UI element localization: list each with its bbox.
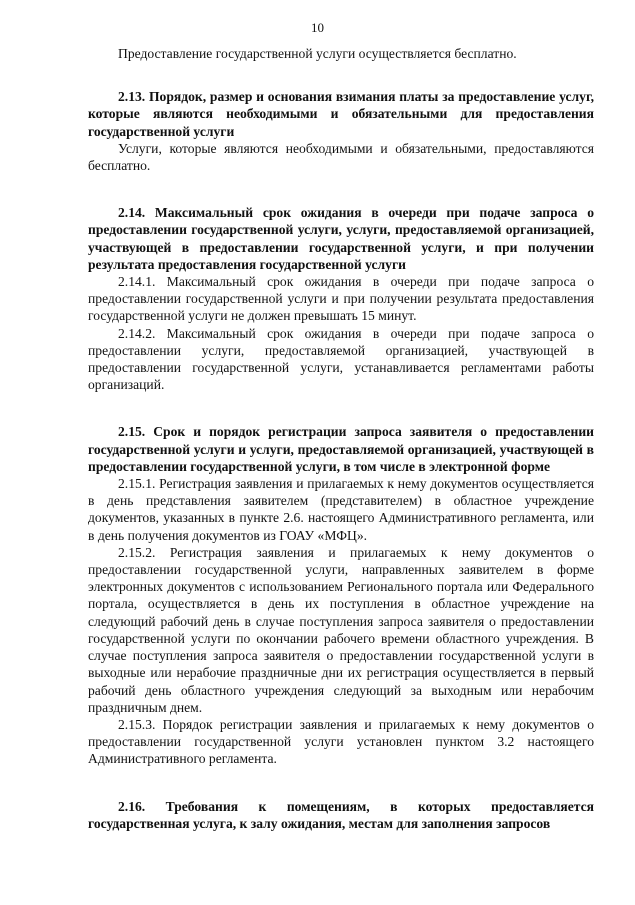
document-body [88, 45, 594, 832]
section-2-16-heading: 2.16. Требования к помещениям, в которых предоставляется государственная услуга, к залу ожидания, местам для заполнения запросов [88, 798, 594, 831]
section-2-15-1-paragraph: 2.15.1. Регистрация заявления и прилагаемых к нему документов осуществляется в день представления заявителем (представителем) в областное учреждение документов, указанных в пункте 2.6. настоящего Административного регламента, или в день получения документов из ГОАУ «МФЦ». [88, 476, 594, 543]
section-2-13-heading: 2.13. Порядок, размер и основания взимания платы за предоставление услуг, которые являются необходимыми и обязательными для предоставления государственной услуги [88, 89, 594, 139]
section-2-14-heading: 2.14. Максимальный срок ожидания в очереди при подаче запроса о предоставлении государственной услуги, услуги, предоставляемой организацией, участвующей в предоставлении государственной услуги, и при получении результата предоставления государственной услуги [88, 205, 594, 272]
section-2-15-2-paragraph: 2.15.2. Регистрация заявления и прилагаемых к нему документов о предоставлении государственной услуги, направленных заявителем в форме электронных документов с использованием Регионального портала или Федерального портала, осуществляется в день их поступления в областное учреждение на следующий рабочий день в случае поступления запроса заявителя о предоставлении государственной услуги по окончании рабочего времени областного учреждения. В случае поступления запроса заявителя о предоставлении государственной услуги в выходные или нерабочие праздничные дни их регистрация осуществляется в первый рабочий день областного учреждения следующий за выходным или нерабочим праздничным днем. [88, 544, 594, 715]
section-2-14-1-paragraph: 2.14.1. Максимальный срок ожидания в очереди при подаче запроса о предоставлении государственной услуги и при получении результата предоставления государственной услуги не должен превышать 15 минут. [88, 274, 594, 324]
section-2-15-3-paragraph: 2.15.3. Порядок регистрации заявления и прилагаемых к нему документов о предоставлении государственной услуги установлен пунктом 3.2 настоящего Административного регламента. [88, 716, 594, 767]
section-2-14-2-paragraph: 2.14.2. Максимальный срок ожидания в очереди при подаче запроса о предоставлении услуги, предоставляемой организацией, участвующей в предоставлении государственной услуги, устанавливается регламентами работы организаций. [88, 325, 594, 393]
section-2-15-heading: 2.15. Срок и порядок регистрации запроса заявителя о предоставлении государственной услуги и услуги, предоставляемой организацией, участвующей в предоставлении государственной услуги, в том числе в электронной форме [88, 424, 594, 474]
page-number: 10 [311, 20, 324, 35]
intro-paragraph: Предоставление государственной услуги осуществляется бесплатно. [118, 46, 517, 61]
section-2-13-paragraph: Услуги, которые являются необходимыми и обязательными, предоставляются бесплатно. [88, 140, 594, 174]
